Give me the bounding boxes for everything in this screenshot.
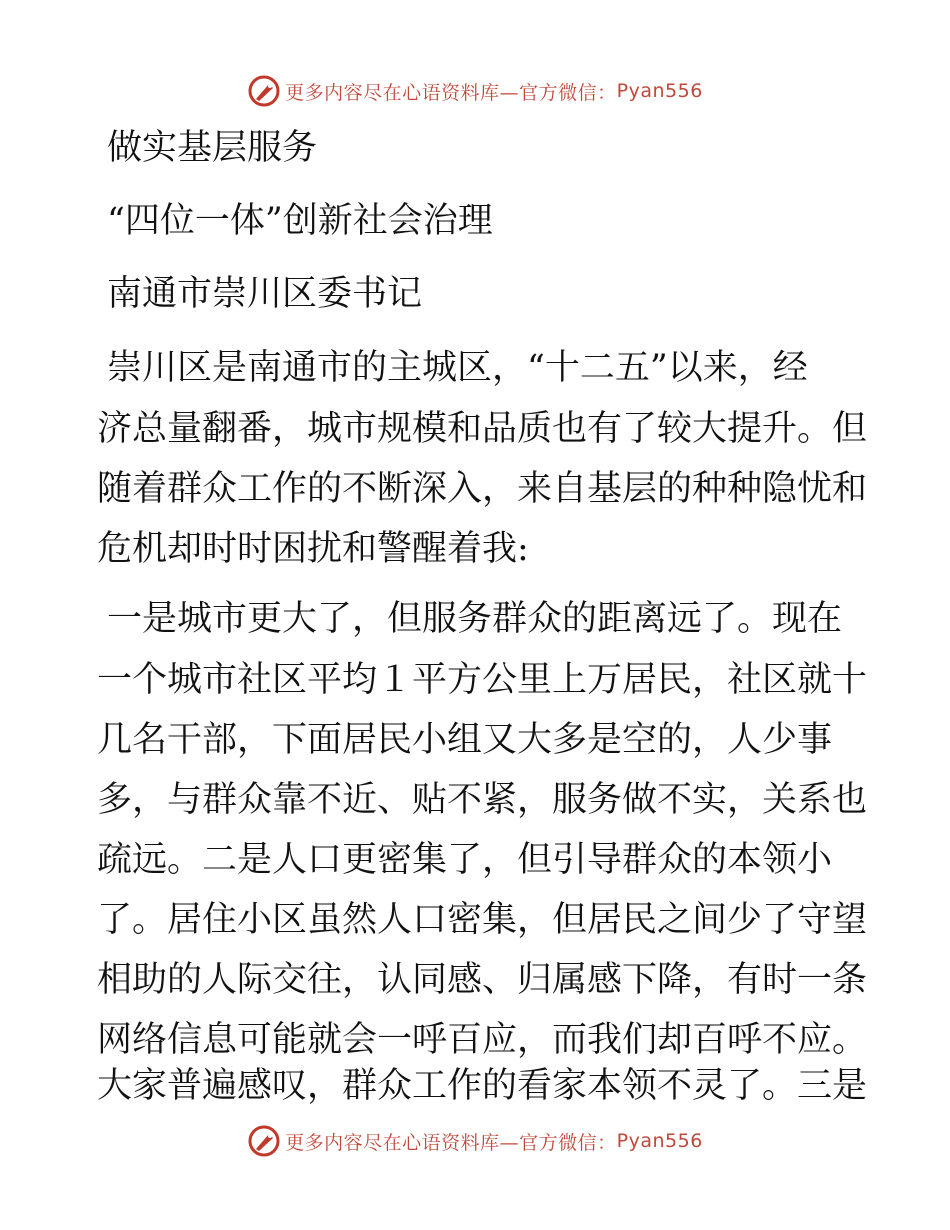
paragraph-line: 多，与群众靠不近、贴不紧，服务做不实，关系也 [97,780,868,820]
paragraph-line: 相助的人际交往，认同感、归属感下降，有时一条 [97,960,868,1000]
banner-text: 更多内容尽在心语资料库—官方微信： [285,1131,617,1154]
paragraph-line: 大家普遍感叹，群众工作的看家本领不灵了。三是 [97,1066,868,1106]
paragraph-line: 崇川区是南通市的主城区，“十二五”以来，经 [107,348,808,388]
banner-handle: Pyan556 [616,1130,703,1152]
document-subtitle: “四位一体”创新社会治理 [107,201,493,241]
paragraph-line: 网络信息可能就会一呼百应，而我们却百呼不应。 [97,1020,868,1060]
paragraph-line: 济总量翻番，城市规模和品质也有了较大提升。但 [97,409,868,449]
paragraph-line: 随着群众工作的不断深入，来自基层的种种隐忧和 [97,469,868,509]
paragraph-line: 疏远。二是人口更密集了，但引导群众的本领小 [97,840,833,880]
paragraph-line: 一个城市社区平均１平方公里上万居民，社区就十 [97,660,868,700]
paragraph-line: 了。居住小区虽然人口密集，但居民之间少了守望 [97,900,868,940]
banner-handle: Pyan556 [616,80,703,102]
banner-text: 更多内容尽在心语资料库—官方微信： [285,81,617,104]
document-title: 做实基层服务 [107,128,318,168]
pen-nib-logo-icon [247,74,281,108]
paragraph-line: 危机却时时困扰和警醒着我: [97,529,529,569]
paragraph-line: 几名干部，下面居民小组又大多是空的，人少事 [97,720,833,760]
pen-nib-logo-icon [247,1124,281,1158]
paragraph-line: 一是城市更大了，但服务群众的距离远了。现在 [107,599,843,639]
document-author: 南通市崇川区委书记 [107,274,423,314]
footer-watermark-banner [0,1121,950,1161]
header-watermark-banner [0,71,950,111]
